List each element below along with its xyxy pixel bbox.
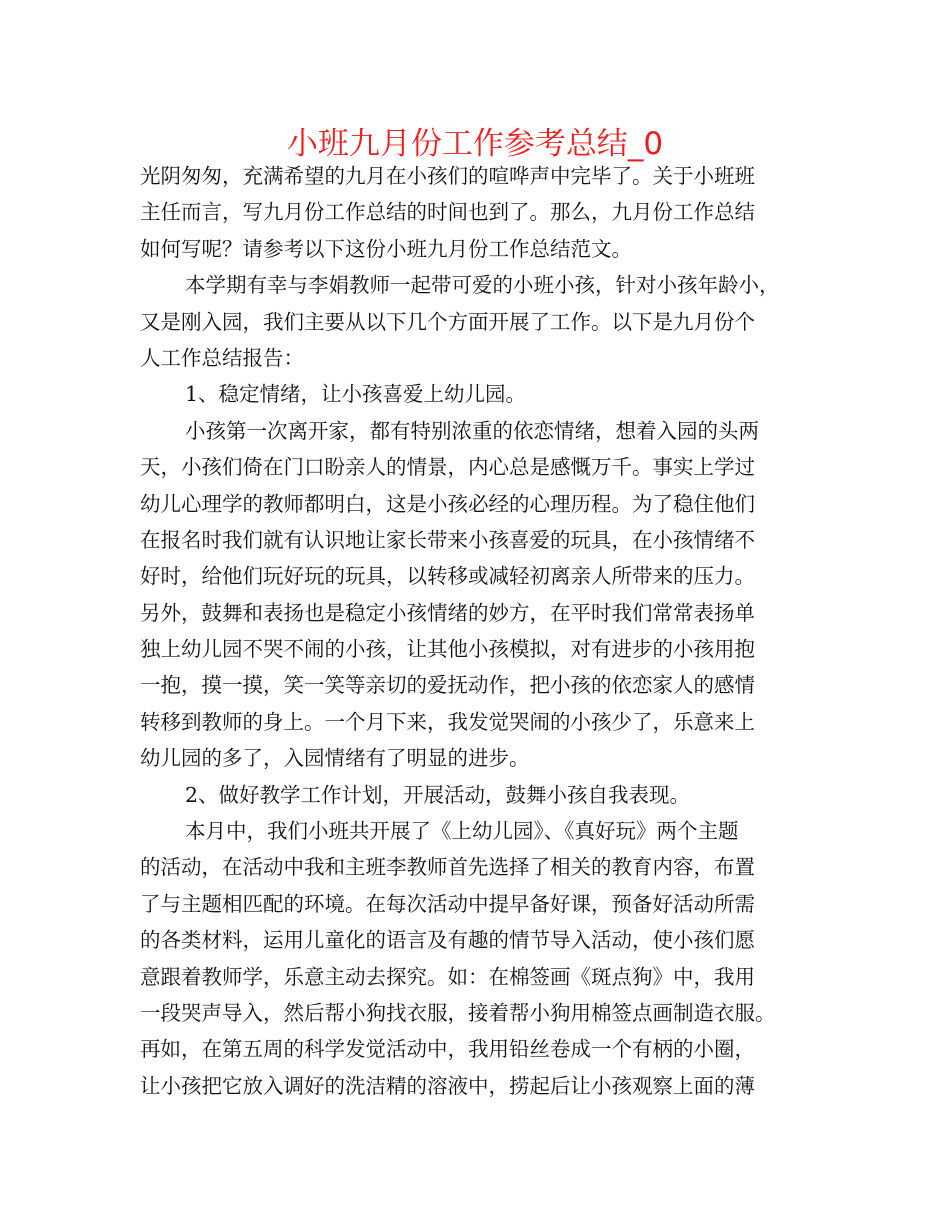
section-heading-2: 2、做好教学工作计划，开展活动，鼓舞小孩自我表现。 [185, 782, 691, 807]
body-line-17: 幼儿园的多了，入园情绪有了明显的进步。 [140, 746, 530, 771]
body-line-6: 人工作总结报告： [140, 345, 304, 370]
document-body [140, 158, 830, 1104]
body-line-24: 一段哭声导入，然后帮小狗找衣服，接着帮小狗用棉签点画制造衣服。 [140, 1000, 776, 1025]
body-line-2: 主任而言，写九月份工作总结的时间也到了。那么，九月份工作总结 [140, 200, 755, 225]
body-line-5: 又是刚入园，我们主要从以下几个方面开展了工作。以下是九月份个 [140, 309, 755, 334]
body-line-11: 在报名时我们就有认识地让家长带来小孩喜爱的玩具，在小孩情绪不 [140, 527, 755, 552]
body-line-13: 另外，鼓舞和表扬也是稳定小孩情绪的妙方，在平时我们常常表扬单 [140, 600, 755, 625]
body-line-9: 天，小孩们倚在门口盼亲人的情景，内心总是感慨万千。事实上学过 [140, 455, 755, 480]
body-line-26: 让小孩把它放入调好的洗洁精的溶液中，捞起后让小孩观察上面的薄 [140, 1073, 755, 1098]
body-line-23: 意跟着教师学，乐意主动去探究。如：在棉签画《斑点狗》中，我用 [140, 964, 755, 989]
body-line-1: 光阴匆匆，充满希望的九月在小孩们的喧哗声中完毕了。关于小班班 [140, 164, 755, 188]
body-line-14: 独上幼儿园不哭不闹的小孩，让其他小孩模拟，对有进步的小孩用抱 [140, 637, 755, 662]
body-line-15: 一抱，摸一摸，笑一笑等亲切的爱抚动作，把小孩的依恋家人的感情 [140, 673, 755, 698]
body-line-25: 再如，在第五周的科学发觉活动中，我用铅丝卷成一个有柄的小圈， [140, 1037, 755, 1062]
body-line-20: 的活动，在活动中我和主班李教师首先选择了相关的教育内容，布置 [140, 855, 755, 880]
section-heading-1: 1、稳定情绪，让小孩喜爱上幼儿园。 [185, 382, 527, 407]
body-line-10: 幼儿心理学的教师都明白，这是小孩必经的心理历程。为了稳住他们 [140, 491, 755, 516]
body-line-4: 本学期有幸与李娟教师一起带可爱的小班小孩，针对小孩年龄小， [185, 273, 780, 298]
document-title: 小班九月份工作参考总结_0 [286, 126, 664, 162]
body-line-22: 的各类材料，运用儿童化的语言及有趣的情节导入活动，使小孩们愿 [140, 928, 755, 953]
body-line-3: 如何写呢？请参考以下这份小班九月份工作总结范文。 [140, 236, 632, 261]
body-line-21: 了与主题相匹配的环境。在每次活动中提早备好课，预备好活动所需 [140, 891, 755, 916]
body-line-8: 小孩第一次离开家，都有特别浓重的依恋情绪，想着入园的头两 [185, 418, 759, 443]
body-line-19: 本月中，我们小班共开展了《上幼儿园》、《真好玩》两个主题 [185, 819, 739, 844]
body-line-12: 好时，给他们玩好玩的玩具，以转移或减轻初离亲人所带来的压力。 [140, 564, 755, 589]
body-line-16: 转移到教师的身上。一个月下来，我发觉哭闹的小孩少了，乐意来上 [140, 709, 755, 734]
